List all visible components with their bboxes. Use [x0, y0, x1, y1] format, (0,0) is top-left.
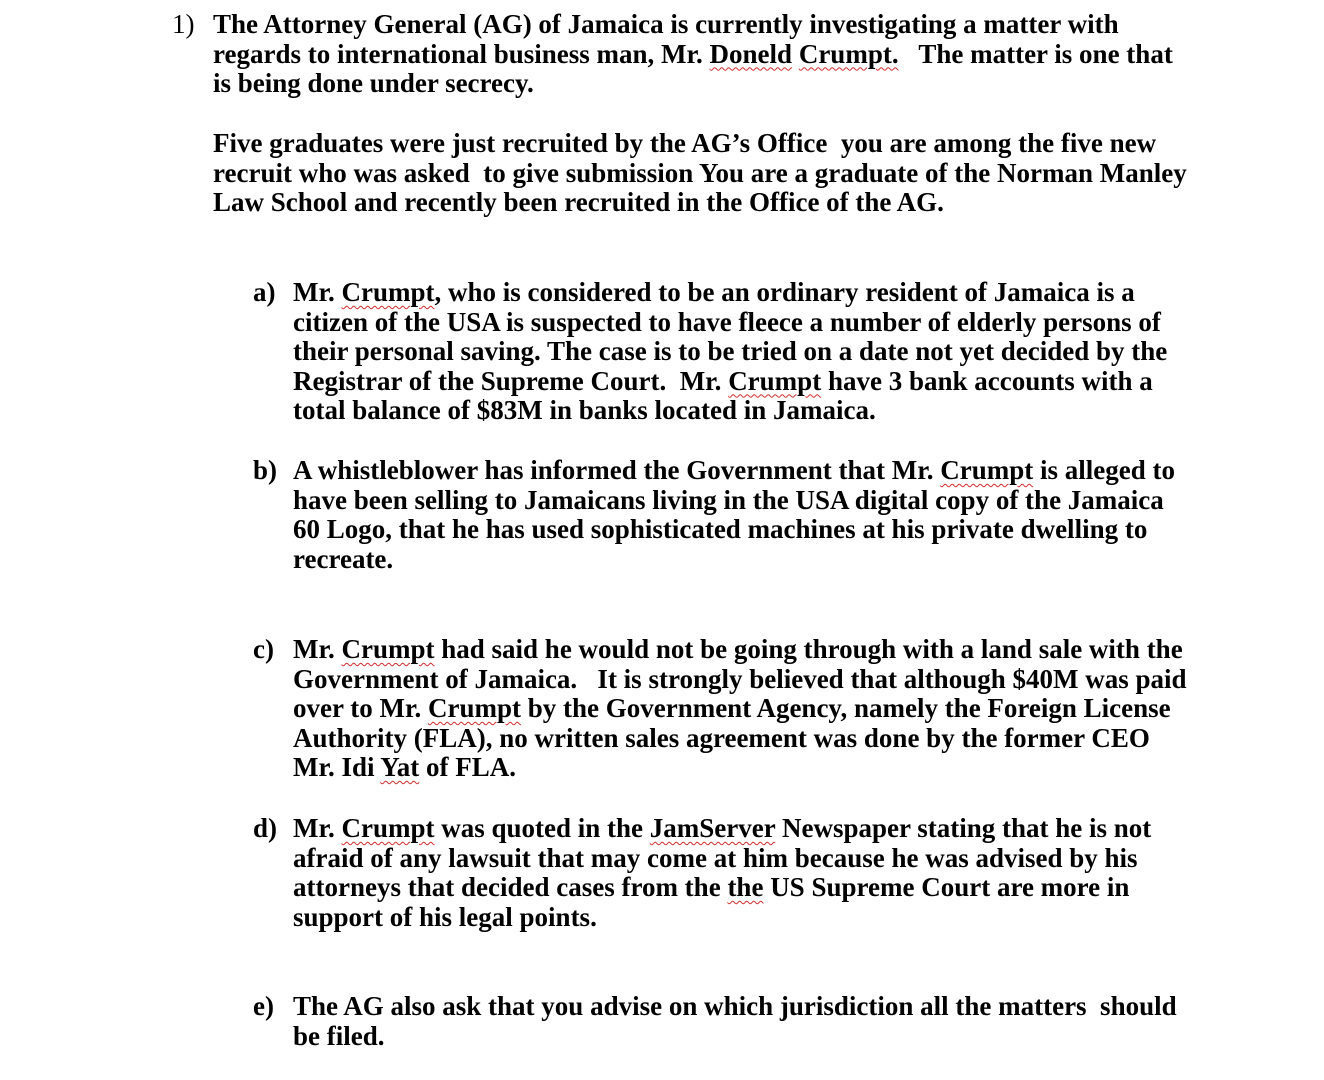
part-c-line-5-tail: of FLA.	[419, 752, 517, 782]
part-a-line-3: their personal saving. The case is to be tried on a date not yet decided by the	[293, 336, 1168, 366]
part-d-line-2: afraid of any lawsuit that may come at him because he was advised by his	[293, 842, 1138, 873]
intro-line-1: The Attorney General (AG) of Jamaica is currently investigating a matter with	[213, 9, 1119, 39]
intro-line-2-space	[792, 39, 799, 69]
spelling-flag-jamserver: JamServer	[649, 813, 776, 843]
part-e-line-2: be filed.	[293, 1020, 385, 1051]
part-d-line-3-head: attorneys that decided cases from the	[293, 872, 728, 902]
spelling-flag-crumpt: Crumpt	[341, 813, 435, 843]
part-a-text	[293, 278, 1167, 426]
intro-line-2	[213, 40, 1173, 70]
part-c-line-2: Government of Jamaica. It is strongly believed that although $40M was paid	[293, 663, 1187, 694]
context-line-1: Five graduates were just recruited by the AG’s Office you are among the five new	[213, 128, 1157, 158]
spelling-flag-doneld: Doneld	[709, 38, 793, 69]
context-line-3: Law School and recently been recruited in the Office of the AG.	[213, 187, 944, 217]
part-d-line-1-tail: Newspaper stating that he is not	[775, 813, 1152, 843]
question-context	[213, 129, 1187, 218]
question-number: 1)	[172, 9, 195, 39]
part-d-line-1-mid: was quoted in the	[434, 813, 650, 843]
part-c-line-5-head: Mr. Idi	[293, 752, 381, 782]
part-a-line-2: citizen of the USA is suspected to have fleece a number of elderly persons of	[293, 306, 1161, 337]
question-intro	[213, 10, 1173, 99]
part-d-line-3-tail: US Supreme Court are more in	[763, 872, 1130, 902]
intro-line-3: is being done under secrecy.	[213, 68, 534, 98]
part-c-line-1-tail: had said he would not be going through with a land sale with the	[434, 634, 1183, 664]
part-a-line-4-tail: have 3 bank accounts with a	[821, 365, 1153, 396]
spelling-flag-crumpt: Crumpt	[728, 365, 822, 396]
intro-line-2-text: regards to international business man, Mr.	[213, 38, 710, 69]
part-e-label: e)	[253, 991, 274, 1021]
part-b-label: b)	[253, 455, 278, 485]
part-d-line-3	[293, 873, 1151, 903]
part-a-line-4	[293, 367, 1167, 397]
spelling-flag-crumpt: Crumpt	[427, 693, 521, 723]
part-e-text	[293, 992, 1177, 1051]
part-c-text	[293, 635, 1187, 783]
part-d-label: d)	[253, 813, 278, 843]
part-c-line-1	[293, 635, 1187, 665]
spelling-flag-crumpt: Crumpt	[341, 277, 435, 307]
part-b-line-4: recreate.	[293, 543, 394, 574]
part-a-line-4-head: Registrar of the Supreme Court. Mr.	[293, 365, 729, 396]
part-b-line-1-head: A whistleblower has informed the Government that Mr.	[293, 455, 941, 485]
part-e-line-1: The AG also ask that you advise on which jurisdiction all the matters should	[293, 991, 1177, 1021]
part-c-line-4: Authority (FLA), no written sales agreement was done by the former CEO	[293, 722, 1150, 753]
part-a-line-1-tail: , who is considered to be an ordinary resident of Jamaica is a	[434, 277, 1135, 307]
part-a-line-1-head: Mr.	[293, 277, 342, 307]
spelling-flag-crumpt: Crumpt.	[798, 38, 899, 69]
part-c-line-3-head: over to Mr.	[293, 693, 428, 723]
grammar-flag-repeated-word: the	[727, 872, 764, 902]
part-d-text	[293, 814, 1151, 932]
part-c-line-3-tail: by the Government Agency, namely the Foreign License	[520, 693, 1171, 723]
part-c-line-1-head: Mr.	[293, 634, 342, 664]
spelling-flag-crumpt: Crumpt	[940, 455, 1034, 485]
part-b-line-1	[293, 456, 1175, 486]
part-a-line-5: total balance of $83M in banks located in Jamaica.	[293, 395, 876, 425]
intro-line-2-tail: The matter is one that	[898, 38, 1173, 69]
part-b-text	[293, 456, 1175, 574]
part-b-line-3: 60 Logo, that he has used sophisticated machines at his private dwelling to	[293, 514, 1148, 544]
part-c-label: c)	[253, 634, 274, 664]
part-a-line-1	[293, 278, 1167, 308]
part-a-label: a)	[253, 277, 276, 307]
part-d-line-4: support of his legal points.	[293, 901, 597, 932]
part-d-line-1-head: Mr.	[293, 813, 342, 843]
part-c-line-3	[293, 694, 1187, 724]
part-b-line-1-tail: is alleged to	[1033, 455, 1175, 485]
part-d-line-1	[293, 814, 1151, 844]
spelling-flag-yat: Yat	[380, 752, 420, 782]
part-b-line-2: have been selling to Jamaicans living in the USA digital copy of the Jamaica	[293, 484, 1164, 515]
part-c-line-5	[293, 753, 1187, 783]
context-line-2: recruit who was asked to give submission You are a graduate of the Norman Manley	[213, 157, 1187, 188]
spelling-flag-crumpt: Crumpt	[341, 634, 435, 664]
